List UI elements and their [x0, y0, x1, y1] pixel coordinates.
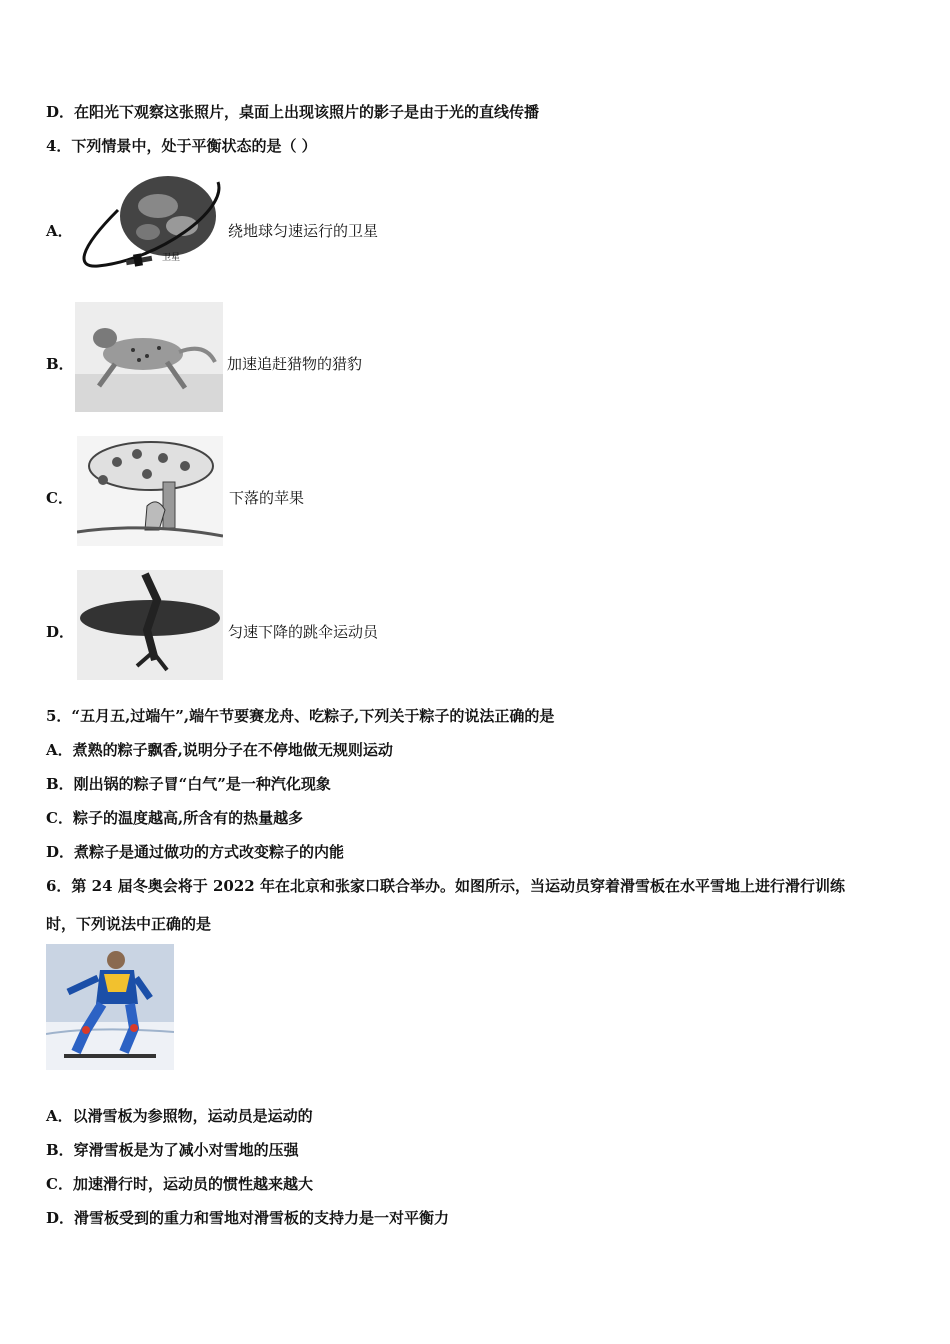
- q5-option-a: A．煮熟的粽子飘香,说明分子在不停地做无规则运动: [46, 741, 393, 759]
- q5-option-b: B．刚出锅的粽子冒“白气”是一种汽化现象: [46, 775, 331, 793]
- q6-option-c: C．加速滑行时，运动员的惯性越来越大: [46, 1175, 313, 1193]
- q6-option-d: D．滑雪板受到的重力和雪地对滑雪板的支持力是一对平衡力: [46, 1209, 450, 1227]
- q5-option-c: C．粽子的温度越高,所含有的热量越多: [46, 809, 304, 827]
- q4-option-b-letter: B．: [46, 355, 74, 373]
- q3-option-d: D．在阳光下观察这张照片，桌面上出现该照片的影子是由于光的直线传播: [46, 103, 540, 121]
- q6-option-b: B．穿滑雪板是为了减小对雪地的压强: [46, 1141, 299, 1159]
- satellite-label: 卫星: [162, 253, 181, 263]
- apple-tree-image: [77, 436, 223, 546]
- q4-option-a-text: 绕地球匀速运行的卫星: [228, 222, 379, 240]
- q6-option-a: A．以滑雪板为参照物，运动员是运动的: [46, 1107, 313, 1125]
- q4-option-d-letter: D．: [46, 623, 75, 641]
- q4-option-d-text: 匀速下降的跳伞运动员: [228, 623, 379, 641]
- skydiver-image: [77, 570, 223, 680]
- q4-option-c-letter: C．: [46, 489, 73, 507]
- q6-stem-line1: 6．第 24 届冬奥会将于 2022 年在北京和张家口联合举办。如图所示，当运动员穿着滑雪板在水平雪地上进行滑行训练: [46, 877, 845, 895]
- q4-option-b-text: 加速追赶猎物的猎豹: [227, 355, 363, 373]
- q4-option-a-letter: A．: [46, 222, 73, 240]
- skier-image: [46, 944, 174, 1070]
- q5-option-d: D．煮粽子是通过做功的方式改变粽子的内能: [46, 843, 345, 861]
- q4-option-c-text: 下落的苹果: [229, 489, 305, 507]
- q6-stem-line2: 时，下列说法中正确的是: [46, 915, 212, 933]
- q4-stem: 4．下列情景中，处于平衡状态的是（ ）: [46, 137, 317, 155]
- q5-stem: 5．“五月五,过端午”,端午节要赛龙舟、吃粽子,下列关于粽子的说法正确的是: [46, 707, 555, 725]
- cheetah-image: [75, 302, 223, 412]
- satellite-orbit-image: [78, 170, 224, 274]
